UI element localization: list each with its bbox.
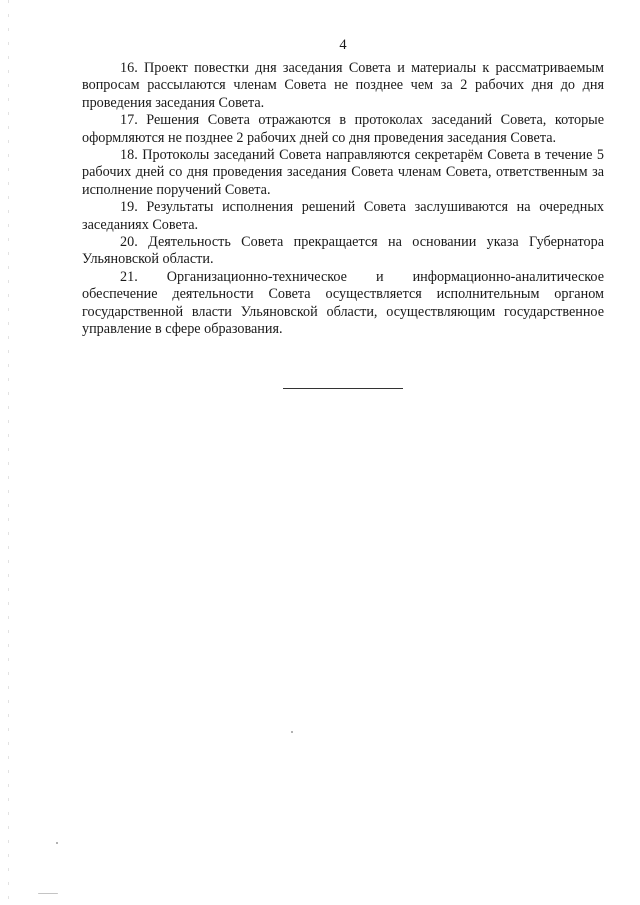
paragraph-19: 19. Результаты исполнения решений Совета заслушиваются на очередных заседаниях Совета.	[82, 199, 604, 233]
closing-rule	[283, 388, 403, 389]
scan-speck	[291, 731, 293, 733]
page-number: 4	[339, 37, 347, 53]
scan-speck	[38, 893, 58, 894]
paragraph-21: 21. Организационно-техническое и информационно-аналитическое обеспечение деятельности Совета осуществляется исполнительным органом государственной власти Ульяновской области, осуществляющим государственное управление в сфере образования.	[82, 268, 604, 338]
scan-edge-mark	[8, 0, 9, 905]
paragraph-18: 18. Протоколы заседаний Совета направляются секретарём Совета в течение 5 рабочих дней со дня проведения заседания Совета членам Совета, ответственным за исполнение поручений Совета.	[82, 147, 604, 198]
paragraph-16: 16. Проект повестки дня заседания Совета и материалы к рассматриваемым вопросам рассылаются членам Совета не позднее чем за 2 рабочих дня до дня проведения заседания Совета.	[82, 60, 604, 111]
paragraph-20: 20. Деятельность Совета прекращается на основании указа Губернатора Ульяновской области.	[82, 234, 604, 268]
paragraph-17: 17. Решения Совета отражаются в протоколах заседаний Совета, которые оформляются не позднее 2 рабочих дней со дня проведения заседания Совета.	[82, 112, 604, 146]
scan-speck	[56, 842, 58, 844]
document-body	[82, 60, 604, 339]
